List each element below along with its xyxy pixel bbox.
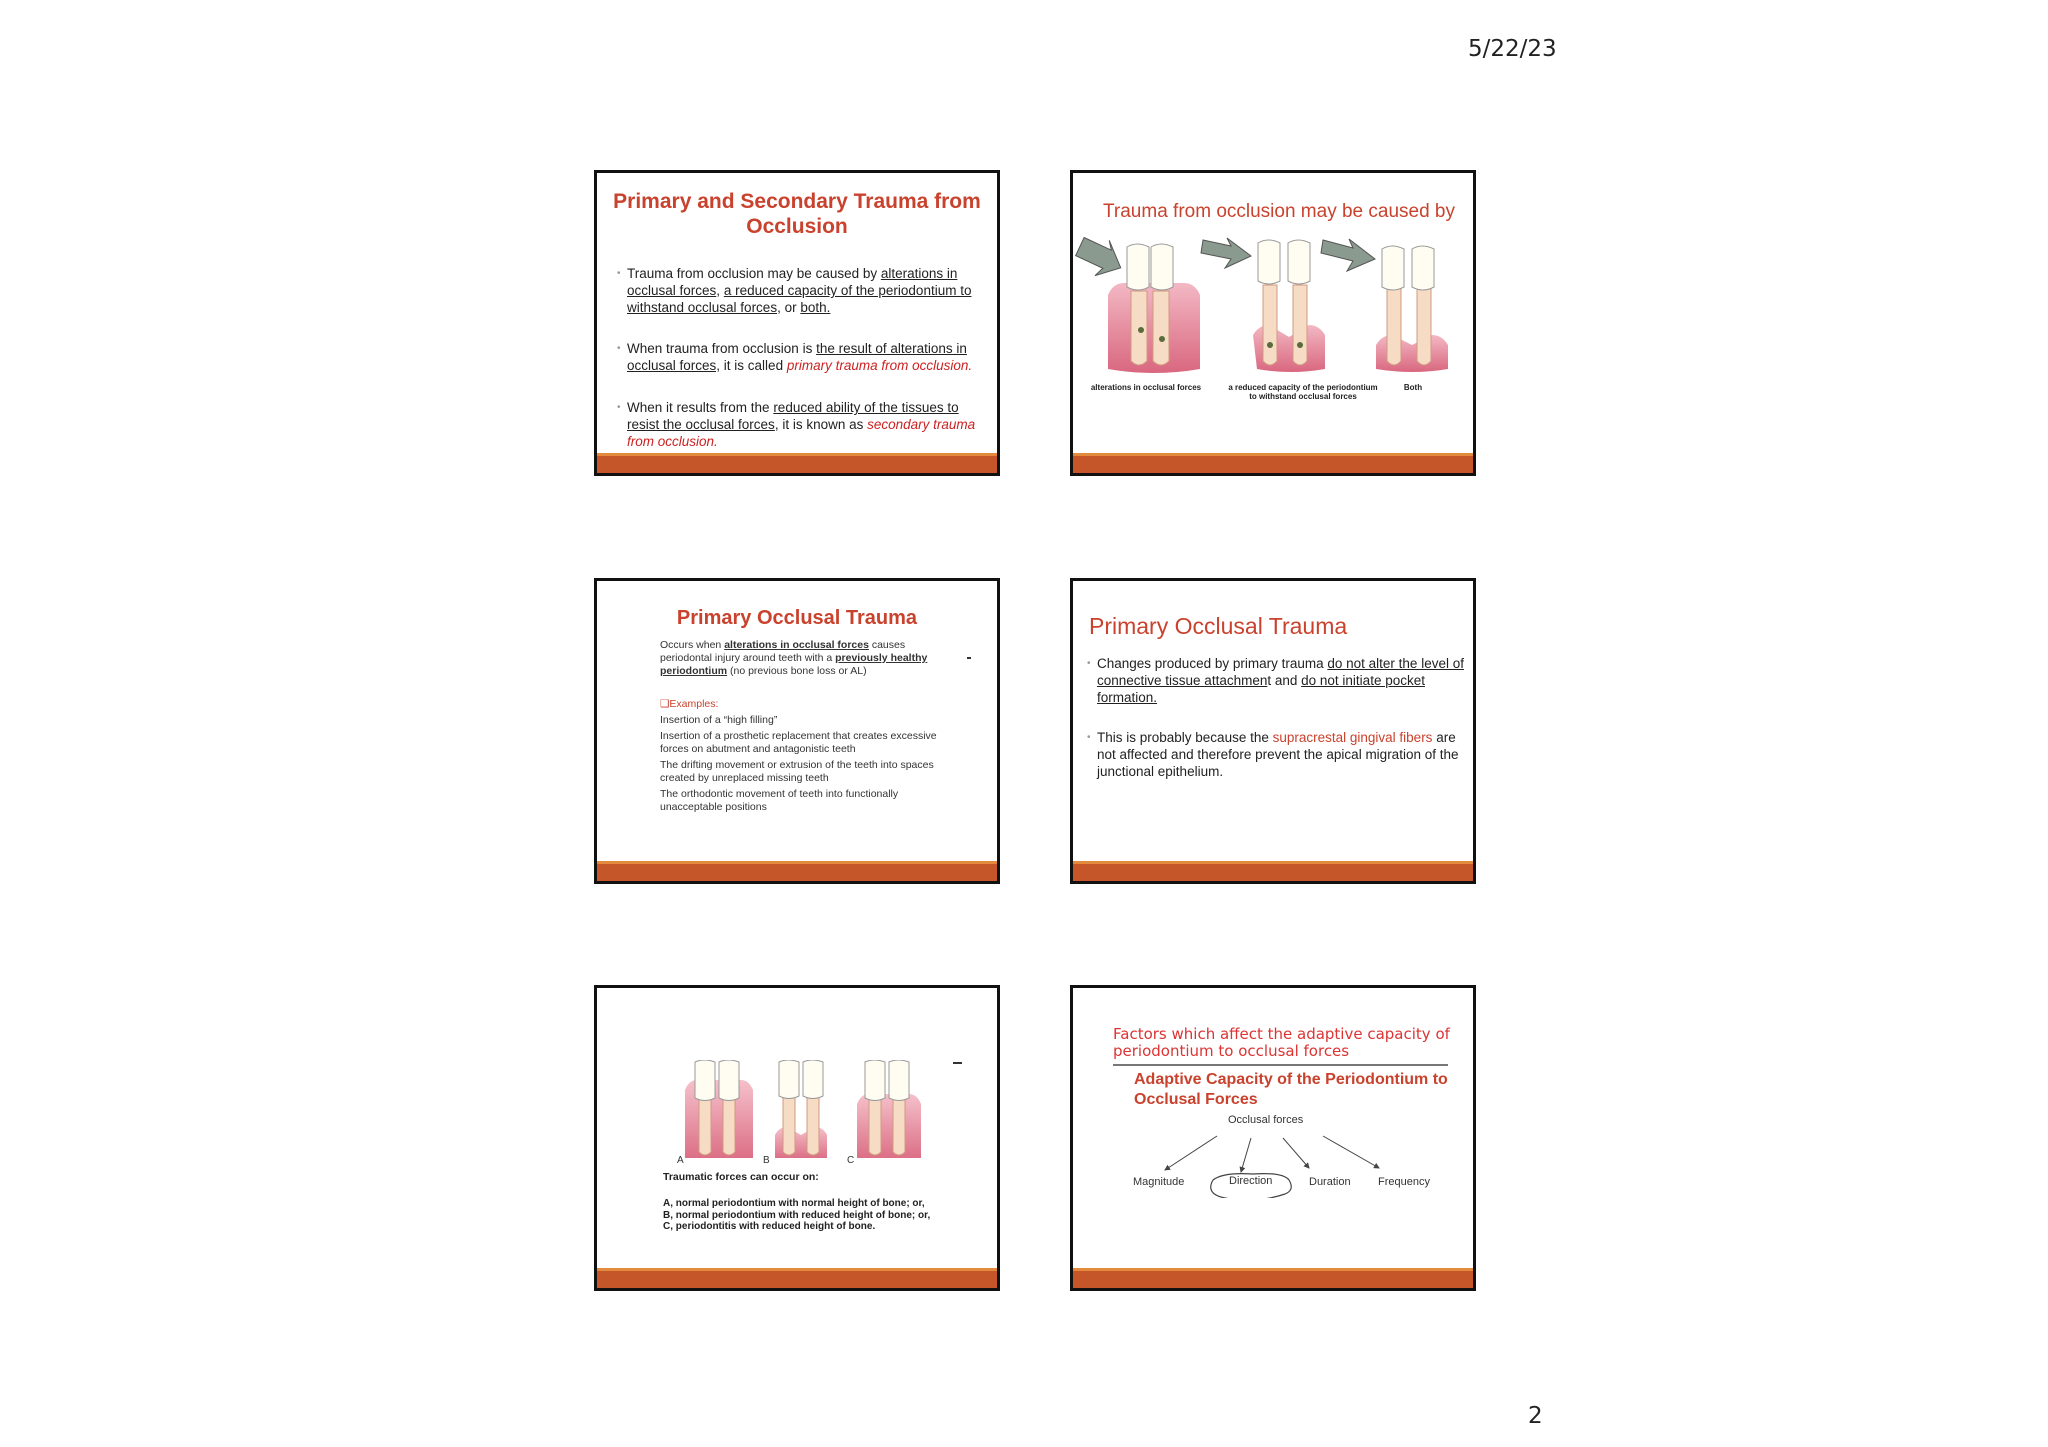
slide-primary-secondary-trauma xyxy=(594,170,1000,476)
tooth-group-b xyxy=(775,1060,827,1158)
page-date: 5/22/23 xyxy=(1468,36,1557,62)
intro-text: Occurs when alterations in occlusal forces causes periodontal injury around teeth with a previously healthy periodontium (no previous bone loss or AL) xyxy=(660,639,928,677)
caption-reduced-capacity-line1: a reduced capacity of the periodontium xyxy=(1228,383,1378,392)
bullet-reason: • This is probably because the supracrestal gingival fibers are not affected and therefore prevent the apical migration of the junctional epithelium. xyxy=(1087,730,1459,779)
caption-line: C, periodontitis with reduced height of bone. xyxy=(663,1221,876,1232)
teeth-illustration xyxy=(1073,235,1473,385)
slide-title: Trauma from occlusion may be caused by xyxy=(1103,201,1456,222)
node-magnitude: Magnitude xyxy=(1133,1176,1185,1188)
example-item: The drifting movement or extrusion of the teeth into spaces created by unreplaced missing teeth xyxy=(660,759,934,784)
slide-adaptive-capacity xyxy=(1070,985,1476,1291)
bullet-dot-icon: • xyxy=(617,402,621,413)
slide-title: Primary Occlusal Trauma xyxy=(676,607,918,629)
slide-primary-occlusal-trauma-examples xyxy=(594,578,1000,884)
bullet-changes: • Changes produced by primary trauma do not alter the level of connective tissue attachment and do not initiate pocket formation. xyxy=(1087,656,1464,705)
force-arrow-icon xyxy=(1201,238,1251,268)
heading-rule xyxy=(1113,1064,1448,1066)
caption-line: B, normal periodontium with reduced height of bone; or, xyxy=(663,1209,931,1221)
example-item: Insertion of a “high filling” xyxy=(660,714,778,726)
dash-mark xyxy=(967,657,971,659)
slide-footer-band xyxy=(597,453,997,473)
bullet-secondary: • When it results from the reduced ability of the tissues to resist the occlusal forces, it is known as secondary trauma from occlusion. xyxy=(617,400,976,449)
node-occlusal-forces: Occlusal forces xyxy=(1228,1114,1304,1126)
slide-subtitle: Adaptive Capacity of the Periodontium to Occlusal Forces xyxy=(1134,1071,1448,1108)
tooth-group-alterations xyxy=(1073,235,1200,373)
factors-heading: Factors which affect the adaptive capacity of periodontium to occlusal forces xyxy=(1113,1025,1450,1060)
node-duration: Duration xyxy=(1309,1176,1351,1188)
slide-title: Primary and Secondary Trauma from Occlusion xyxy=(613,190,981,238)
bullet-dot-icon: • xyxy=(617,268,621,279)
caption-title: Traumatic forces can occur on: xyxy=(663,1171,819,1183)
tooth-group-reduced-capacity xyxy=(1201,238,1325,372)
bullet-dot-icon: • xyxy=(1087,732,1091,743)
slide-trauma-causes-illustration xyxy=(1070,170,1476,476)
slide-footer-band xyxy=(1073,861,1473,881)
caption-both: Both xyxy=(1403,383,1423,392)
tooth-group-c xyxy=(857,1060,921,1158)
caption-line: A, normal periodontium with normal height of bone; or, xyxy=(663,1198,925,1209)
slide-footer-band xyxy=(597,1268,997,1288)
examples-label: ❑Examples: xyxy=(660,698,719,710)
force-arrow-icon xyxy=(1073,235,1129,284)
example-item: Insertion of a prosthetic replacement that creates excessive forces on abutment and antagonistic teeth xyxy=(660,730,937,755)
example-item: The orthodontic movement of teeth into functionally unacceptable positions xyxy=(660,788,899,813)
slide-title: Primary Occlusal Trauma xyxy=(1089,613,1348,639)
bullet-causes: • Trauma from occlusion may be caused by alterations in occlusal forces, a reduced capacity of the periodontium to withstand occlusal forces, or both. xyxy=(617,266,972,315)
label-a: A xyxy=(677,1155,684,1166)
tooth-group-both xyxy=(1321,239,1448,372)
force-arrow-icon xyxy=(1321,239,1375,271)
caption-lines xyxy=(663,1198,983,1233)
slide-footer-band xyxy=(1073,453,1473,473)
periodontium-illustration xyxy=(683,1060,943,1160)
slide-primary-occlusal-trauma-changes xyxy=(1070,578,1476,884)
slide-footer-band xyxy=(597,861,997,881)
label-b: B xyxy=(763,1155,770,1166)
bullet-dot-icon: • xyxy=(617,343,621,354)
bullet-dot-icon: • xyxy=(1087,658,1091,669)
node-direction: Direction xyxy=(1229,1175,1273,1187)
slide-traumatic-forces xyxy=(594,985,1000,1291)
caption-reduced-capacity-line2: to withstand occlusal forces xyxy=(1249,392,1357,401)
tooth-group-a xyxy=(685,1060,753,1158)
page-number: 2 xyxy=(1528,1403,1543,1429)
bullet-primary: • When trauma from occlusion is the result of alterations in occlusal forces, it is called primary trauma from occlusion. xyxy=(617,341,973,373)
caption-alterations: alterations in occlusal forces xyxy=(1090,383,1202,392)
label-c: C xyxy=(847,1155,855,1166)
node-frequency: Frequency xyxy=(1378,1176,1430,1188)
dash-mark xyxy=(953,1062,962,1064)
slide-footer-band xyxy=(1073,1268,1473,1288)
